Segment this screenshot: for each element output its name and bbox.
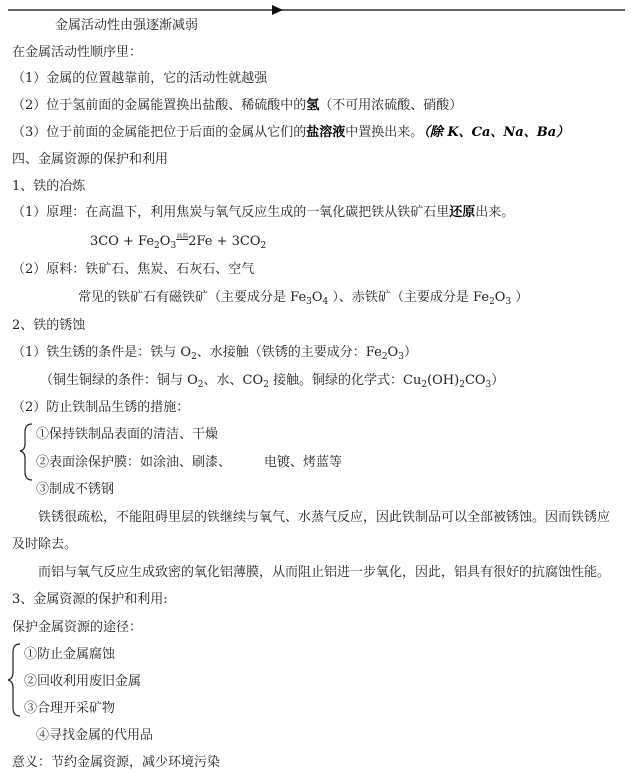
measure-3: ③制成不锈钢 <box>36 482 115 497</box>
s2-rust-conditions: （1）铁生锈的条件是：铁与 $O_2$、水接触（铁锈的主要成分：$Fe_2O_3$） <box>12 345 417 362</box>
s1-principle: （1）原理：在高温下，利用焦炭与氧气反应生成的一氧化碳把铁从铁矿石里还原出来。 <box>12 205 515 220</box>
arrow-caption: 金属活动性由强逐渐减弱 <box>55 18 199 33</box>
aluminum-paragraph: 而铝与氧气反应生成致密的氧化铝薄膜，从而阻止铝进一步氧化，因此，铝具有很好的抗腐蚀性能。 <box>38 565 611 580</box>
s2-copper-conditions: （铜生铜绿的条件：铜与 $O_2$、水、$CO_2$ 接触。铜绿的化学式：$Cu_2(OH)_2CO_3$） <box>40 373 505 390</box>
rust-paragraph: 铁锈很疏松，不能阻碍里层的铁继续与氧气、水蒸气反应，因此铁制品可以全部被锈蚀。因而铁锈应 <box>38 510 611 525</box>
s3-title: 3、金属资源的保护和利用: <box>12 592 168 607</box>
rule-2: （2）位于氢前面的金属能置换出盐酸、稀硫酸中的氢（不可用浓硫酸、硝酸） <box>12 98 463 113</box>
s1-title: 1、铁的冶炼 <box>12 179 86 194</box>
measure-2: ②表面涂保护膜：如涂油、刷漆、 电镀、烤蓝等 <box>36 455 343 470</box>
s1-materials: （2）原料：铁矿石、焦炭、石灰石、空气 <box>12 262 255 277</box>
intro-text: 在金属活动性顺序里： <box>12 45 143 60</box>
s2-prevent-title: （2）防止铁制品生锈的措施： <box>12 400 190 415</box>
reaction-equation: $3CO + Fe_2O_3^{高温}2Fe + 3CO_2$ <box>90 233 267 251</box>
brace-icon <box>18 422 38 482</box>
section-4-heading: 四、金属资源的保护和利用 <box>12 152 169 167</box>
rule-1: （1）金属的位置越靠前，它的活动性就越强 <box>12 71 268 86</box>
s3-meaning: 意义：节约金属资源，减少环境污染 <box>12 755 221 770</box>
s3-ways-title: 保护金属资源的途径： <box>12 620 143 635</box>
brace-icon <box>6 642 26 718</box>
rust-paragraph-cont: 及时除去。 <box>12 537 78 552</box>
way-3: ③合理开采矿物 <box>24 701 116 716</box>
s2-title: 2、铁的锈蚀 <box>12 318 86 333</box>
way-2: ②回收利用废旧金属 <box>24 674 142 689</box>
way-1: ①防止金属腐蚀 <box>24 647 116 662</box>
activity-arrow <box>0 0 640 20</box>
s1-ores: 常见的铁矿石有磁铁矿（主要成分是 $Fe_3O_4$ ）、赤铁矿（主要成分是 $Fe_2O_3$ ） <box>78 290 529 307</box>
measure-1: ①保持铁制品表面的清洁、干燥 <box>36 427 219 442</box>
rule-3: （3）位于前面的金属能把位于后面的金属从它们的盐溶液中置换出来。（除 K、Ca、Na、Ba） <box>12 125 570 140</box>
way-4: ④寻找金属的代用品 <box>36 728 154 743</box>
